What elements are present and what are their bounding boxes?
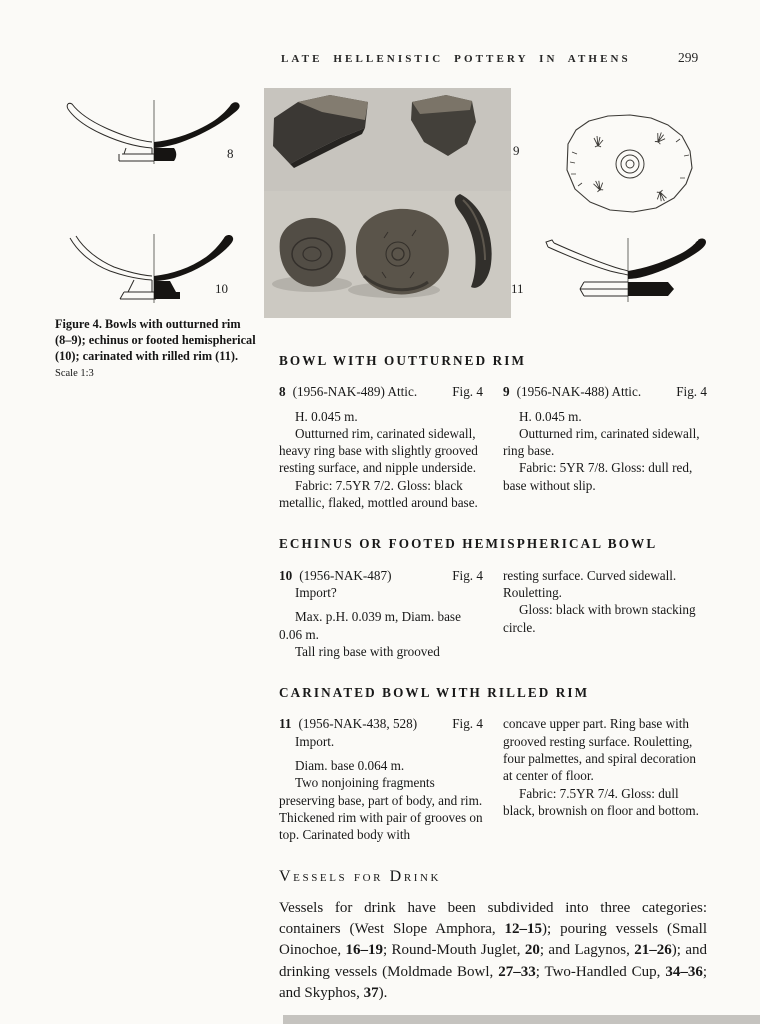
running-head: LATE HELLENISTIC POTTERY IN ATHENS: [281, 53, 631, 65]
profile-drawing-bowl-8: [62, 92, 244, 180]
entry-8-header: [279, 383, 483, 400]
catalog-entry-8: [279, 383, 483, 511]
entry-8-id: (1956-NAK-489) Attic.: [292, 384, 418, 400]
catalog-entry-11-left: [279, 715, 483, 843]
profile-drawing-bowl-10: [62, 230, 244, 310]
entry-11-number: 11: [279, 716, 292, 732]
entry-11-description-right: concave upper part. Ring base with grooved resting surface. Rouletting, four palmettes, and spiral decoration at center of floor.: [503, 716, 696, 784]
figure-item-label-10: 10: [215, 281, 228, 296]
figure-caption-text: Figure 4. Bowls with outturned rim (8–9); echinus or footed hemispherical (10); carinated with rilled rim (11).: [55, 317, 256, 363]
entry-10-description-left: Tall ring base with grooved: [295, 643, 440, 659]
entry-9-number: 9: [503, 384, 510, 400]
catalog-text: [279, 352, 707, 1004]
entry-11-origin: Import.: [295, 733, 335, 749]
entry-10-figure-ref: Fig. 4: [452, 567, 483, 583]
entry-row-11: [279, 715, 707, 843]
entry-10-id: (1956-NAK-487): [299, 567, 392, 583]
entry-9-figure-ref: Fig. 4: [676, 384, 707, 400]
vessels-intro-paragraph: Vessels for drink have been subdivided into three categories: containers (West Slope Amphora, 12–15); pouring vessels (Small Oinochoe, 16–19; Round-Mouth Juglet, 20; and Lagynos, 21–26); and drinking vessels (Moldmade Bowl, 27–33; Two-Handled Cup, 34–36; and Skyphos, 37).: [279, 899, 707, 1002]
entry-11-figure-ref: Fig. 4: [452, 716, 483, 732]
entry-11-dimensions: Diam. base 0.064 m.: [295, 758, 405, 774]
entry-10-dimensions: Max. p.H. 0.039 m, Diam. base 0.06 m.: [279, 609, 461, 642]
entry-10-header: [279, 567, 483, 584]
entries-row-8-9: [279, 383, 707, 511]
figure-caption: [55, 316, 257, 382]
entry-11-id: (1956-NAK-438, 528): [298, 716, 418, 732]
entry-row-10: [279, 567, 707, 660]
stamped-decoration-drawing: [556, 112, 698, 217]
section-heading-carinated: CARINATED BOWL WITH RILLED RIM: [279, 685, 590, 701]
entry-11-fabric: Fabric: 7.5YR 7/4. Gloss: dull black, brownish on floor and bottom.: [503, 785, 699, 818]
entry-10-description-right: resting surface. Curved sidewall. Rouletting.: [503, 567, 677, 600]
entry-8-fabric: Fabric: 7.5YR 7/2. Gloss: black metallic, flaked, mottled around base.: [279, 477, 478, 511]
entry-10-gloss: Gloss: black with brown stacking circle.: [503, 602, 696, 635]
entry-9-description: Outturned rim, carinated sidewall, ring base.: [503, 425, 700, 459]
figure-item-label-9: 9: [513, 143, 520, 158]
catalog-entry-10-left: [279, 567, 483, 660]
entry-9-header: [503, 383, 707, 400]
figure-item-label-11: 11: [511, 281, 524, 296]
profile-drawing-bowl-11: [542, 234, 714, 314]
entry-10-origin: Import?: [295, 584, 337, 600]
catalog-entry-9: [503, 383, 707, 494]
section-heading-outturned: BOWL WITH OUTTURNED RIM: [279, 353, 526, 368]
entry-9-fabric: Fabric: 5YR 7/8. Gloss: dull red, base without slip.: [503, 460, 693, 493]
entry-11-header: [279, 715, 483, 732]
entry-8-figure-ref: Fig. 4: [452, 384, 483, 400]
figure-caption-scale: Scale 1:3: [55, 368, 94, 379]
section-heading-vessels-for-drink: Vessels for Drink: [279, 867, 442, 885]
entry-9-dimensions: H. 0.045 m.: [519, 408, 582, 424]
scan-edge-artifact: [283, 1015, 760, 1024]
entry-8-number: 8: [279, 384, 286, 400]
section-heading-echinus: ECHINUS OR FOOTED HEMISPHERICAL BOWL: [279, 536, 658, 552]
catalog-entry-11-right: [503, 715, 707, 819]
page-number: 299: [678, 50, 699, 65]
entry-8-dimensions: H. 0.045 m.: [295, 408, 358, 424]
figure-item-label-8: 8: [227, 146, 234, 161]
catalog-entry-10-right: [503, 567, 707, 636]
entry-9-id: (1956-NAK-488) Attic.: [516, 384, 642, 400]
entry-11-description-left: Two nonjoining fragments preserving base, part of body, and rim. Thickened rim with pair of grooves on top. Carinated body with: [279, 775, 483, 843]
entry-10-number: 10: [279, 567, 293, 583]
entry-8-description: Outturned rim, carinated sidewall, heavy ring base with slightly grooved resting surface, and nipple underside.: [279, 425, 478, 476]
pottery-photograph: [264, 88, 511, 318]
